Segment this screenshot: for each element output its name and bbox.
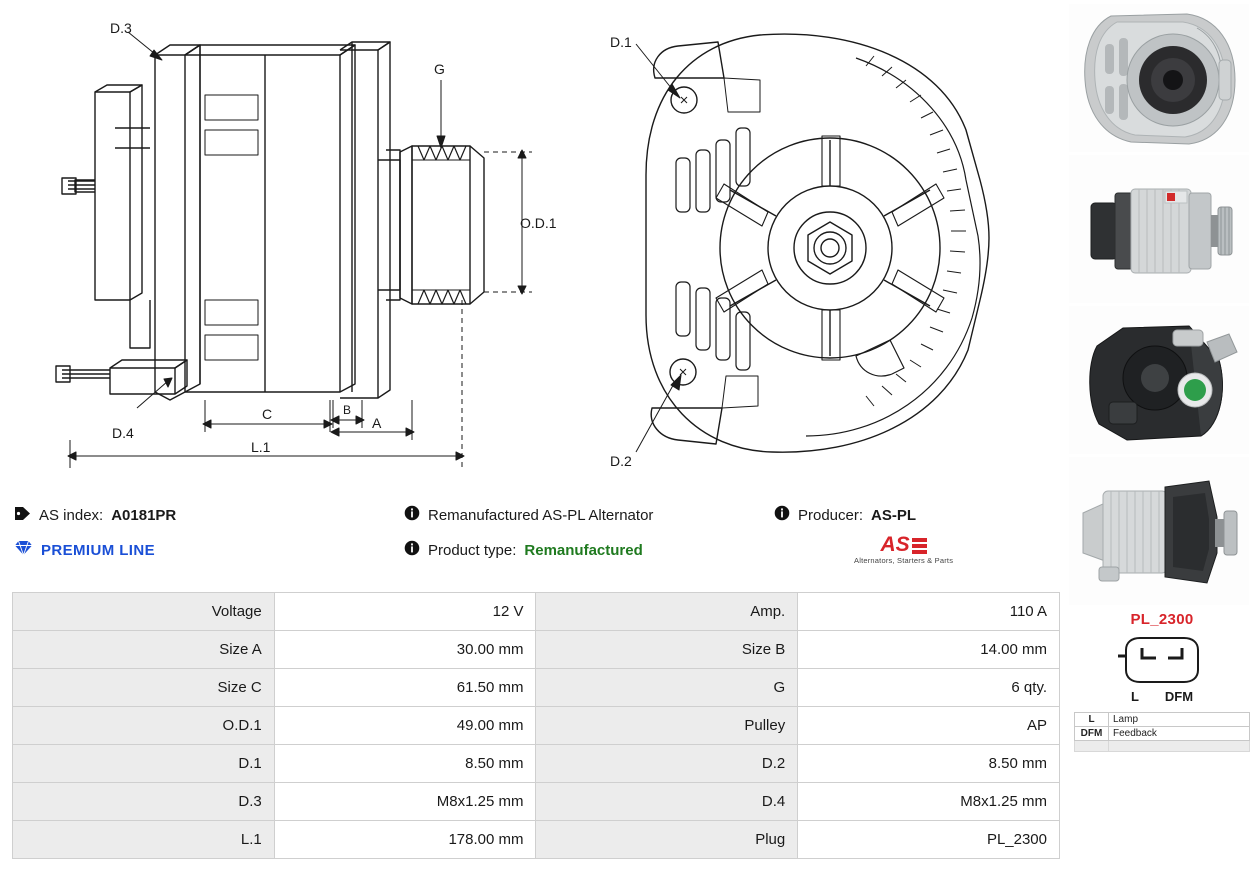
plug-legend-spacer bbox=[1075, 741, 1250, 752]
spec-label: Size A bbox=[13, 631, 275, 669]
product-photo-front bbox=[1069, 4, 1249, 152]
table-row bbox=[13, 707, 1060, 745]
info-icon bbox=[404, 505, 420, 525]
as-index bbox=[14, 506, 404, 525]
product-description-text: Remanufactured AS-PL Alternator bbox=[428, 506, 654, 524]
plug-pin-right: DFM bbox=[1164, 689, 1194, 704]
table-row bbox=[13, 783, 1060, 821]
spec-label: Pulley bbox=[536, 707, 798, 745]
product-photo-side bbox=[1069, 155, 1249, 303]
spec-label: D.3 bbox=[13, 783, 275, 821]
spec-value: 14.00 mm bbox=[798, 631, 1060, 669]
specification-table bbox=[12, 592, 1060, 859]
spec-label: O.D.1 bbox=[13, 707, 275, 745]
spec-value: 8.50 mm bbox=[274, 745, 536, 783]
spec-label: Size B bbox=[536, 631, 798, 669]
spec-label: Amp. bbox=[536, 593, 798, 631]
spec-label: D.1 bbox=[13, 745, 275, 783]
product-type-label: Product type: bbox=[428, 541, 517, 559]
as-pl-logo bbox=[854, 532, 954, 565]
spec-value: 110 A bbox=[798, 593, 1060, 631]
spec-value: 61.50 mm bbox=[274, 669, 536, 707]
info-icon bbox=[774, 505, 790, 525]
diamond-icon bbox=[14, 540, 33, 560]
spec-label: L.1 bbox=[13, 821, 275, 859]
spec-label: D.2 bbox=[536, 745, 798, 783]
spec-value: AP bbox=[798, 707, 1060, 745]
spec-value: 49.00 mm bbox=[274, 707, 536, 745]
alternator-drawing-svg bbox=[0, 0, 1070, 490]
table-row bbox=[13, 745, 1060, 783]
spec-label: G bbox=[536, 669, 798, 707]
product-info bbox=[14, 500, 1074, 570]
product-photo-rear bbox=[1069, 306, 1249, 454]
product-type-value: Remanufactured bbox=[524, 541, 643, 559]
plug-legend-row bbox=[1075, 727, 1250, 741]
as-logo-bars bbox=[912, 538, 927, 554]
label-c: C bbox=[262, 406, 273, 422]
producer-value: AS-PL bbox=[871, 506, 917, 524]
plug-legend-desc: Lamp bbox=[1109, 713, 1250, 727]
label-d3: D.3 bbox=[110, 20, 132, 36]
spec-value: M8x1.25 mm bbox=[798, 783, 1060, 821]
label-l1: L.1 bbox=[251, 439, 271, 455]
product-type bbox=[404, 540, 774, 560]
spec-value: 12 V bbox=[274, 593, 536, 631]
label-a: A bbox=[372, 415, 382, 431]
spec-value: PL_2300 bbox=[798, 821, 1060, 859]
tag-icon bbox=[14, 506, 31, 525]
premium-line bbox=[14, 540, 404, 560]
spec-label: Size C bbox=[13, 669, 275, 707]
spec-label: Plug bbox=[536, 821, 798, 859]
spec-value: 8.50 mm bbox=[798, 745, 1060, 783]
brand-logo bbox=[774, 532, 1074, 565]
info-row-secondary bbox=[14, 530, 1074, 570]
label-g: G bbox=[434, 61, 445, 77]
plug-legend-key: DFM bbox=[1075, 727, 1109, 741]
premium-line-text: PREMIUM LINE bbox=[41, 541, 155, 559]
info-icon bbox=[404, 540, 420, 560]
producer-label: Producer: bbox=[798, 506, 864, 524]
table-row bbox=[13, 593, 1060, 631]
plug-legend-desc: Feedback bbox=[1109, 727, 1250, 741]
plug-pin-left: L bbox=[1130, 689, 1139, 704]
plug-code: PL_2300 bbox=[1130, 611, 1194, 628]
table-row bbox=[13, 821, 1060, 859]
spec-value: 178.00 mm bbox=[274, 821, 536, 859]
spec-value: 6 qty. bbox=[798, 669, 1060, 707]
plug-legend-row bbox=[1075, 713, 1250, 727]
as-logo-text: AS bbox=[880, 532, 910, 556]
table-row bbox=[13, 631, 1060, 669]
info-row-primary bbox=[14, 500, 1074, 530]
label-d2: D.2 bbox=[610, 453, 632, 469]
as-index-label: AS index: bbox=[39, 506, 104, 524]
spec-value: M8x1.25 mm bbox=[274, 783, 536, 821]
product-description bbox=[404, 505, 774, 525]
plug-figure bbox=[1069, 634, 1255, 686]
spec-label: Voltage bbox=[13, 593, 275, 631]
product-photos bbox=[1069, 4, 1255, 752]
label-d4: D.4 bbox=[112, 425, 134, 441]
label-od1: O.D.1 bbox=[520, 215, 557, 231]
spec-label: D.4 bbox=[536, 783, 798, 821]
spec-value: 30.00 mm bbox=[274, 631, 536, 669]
technical-drawings bbox=[0, 0, 1070, 490]
plug-legend-table bbox=[1074, 712, 1250, 752]
plug-legend-key: L bbox=[1075, 713, 1109, 727]
as-logo-subtitle: Alternators, Starters & Parts bbox=[854, 555, 954, 565]
table-row bbox=[13, 669, 1060, 707]
label-d1: D.1 bbox=[610, 34, 632, 50]
plug-pin-labels bbox=[1069, 689, 1255, 704]
as-index-value: A0181PR bbox=[111, 506, 177, 524]
label-b: B bbox=[343, 403, 352, 417]
product-photo-assembly bbox=[1069, 457, 1249, 605]
producer bbox=[774, 505, 1074, 525]
